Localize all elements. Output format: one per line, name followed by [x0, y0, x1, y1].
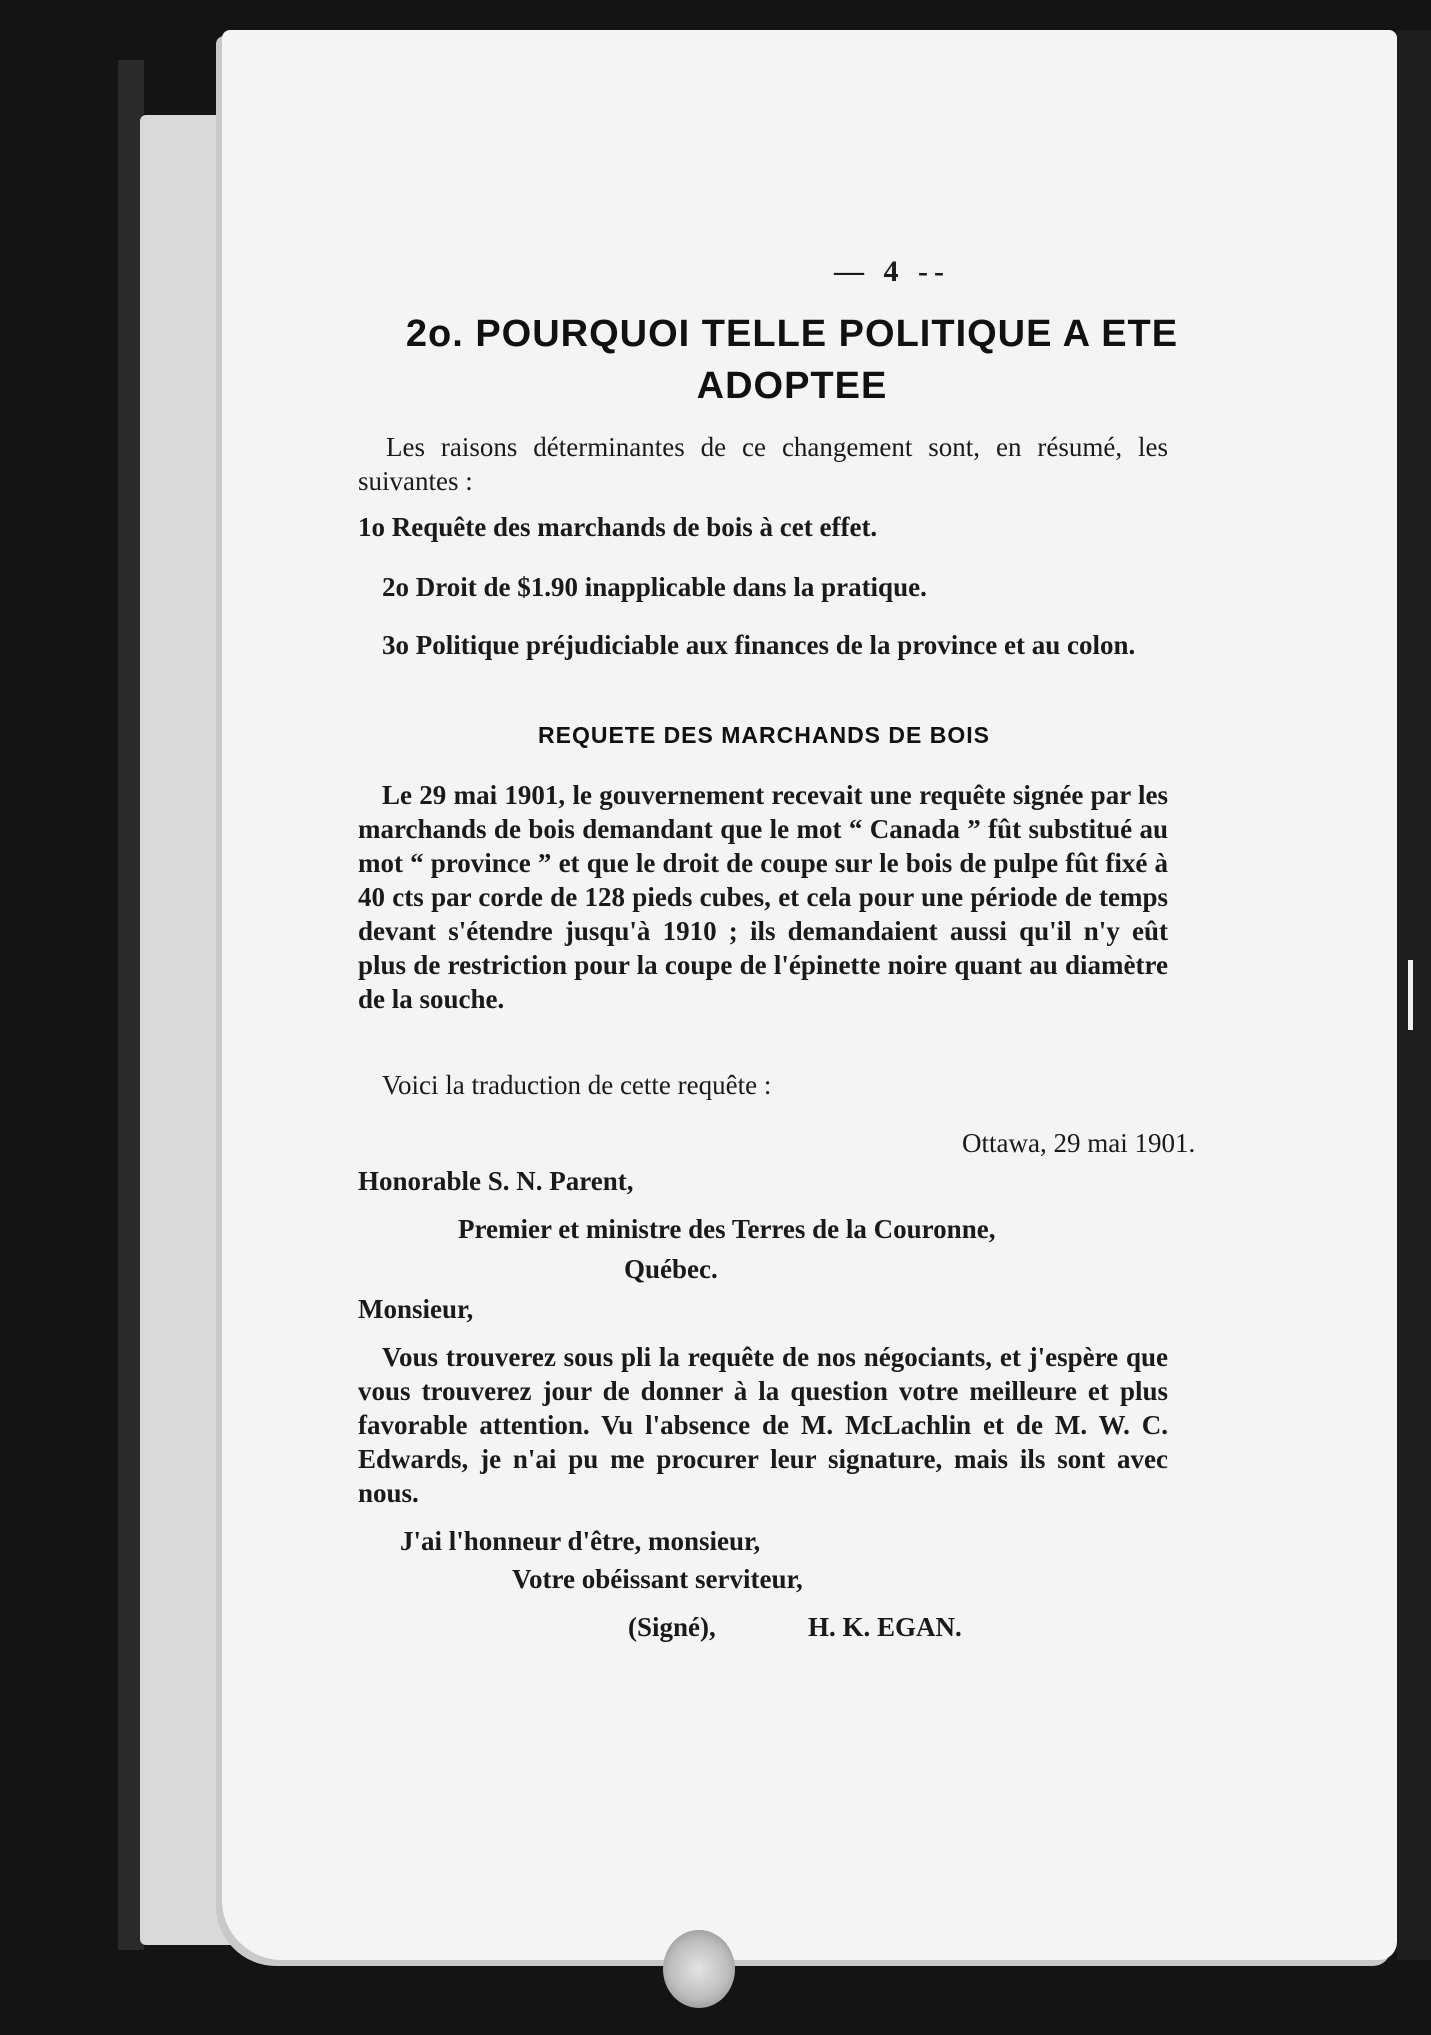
subheading: REQUETE DES MARCHANDS DE BOIS: [538, 722, 990, 748]
letter-place-date: Ottawa, 29 mai 1901.: [962, 1128, 1196, 1158]
point-2: 2o Droit de $1.90 inapplicable dans la pratique.: [382, 572, 927, 602]
letter-recipient-name: Honorable S. N. Parent,: [358, 1166, 634, 1196]
letter-body: Vous trouverez sous pli la requête de nos négociants, et j'espère que vous trouverez jour de donner à la question votre meilleure et plus favorable attention. Vu l'absence de M. McLachlin et de M. W. C. Edwards, je n'ai pu me procurer leur signature, mais ils sont avec nous.: [358, 1342, 1168, 1508]
letter-signed: (Signé),: [628, 1612, 716, 1642]
letter-signature-name: H. K. EGAN.: [808, 1612, 962, 1642]
letter-recipient-title: Premier et ministre des Terres de la Couronne,: [458, 1214, 996, 1244]
document-page: [222, 30, 1397, 1960]
letter-closing-2: Votre obéissant serviteur,: [512, 1564, 803, 1594]
scan-smudge: [663, 1930, 735, 2008]
scan-right-border: [1397, 30, 1431, 1960]
page-number: — 4 --: [834, 255, 950, 288]
traduction-intro: Voici la traduction de cette requête :: [382, 1070, 772, 1100]
page-content: [222, 30, 1397, 1960]
binding-mark: [1408, 960, 1413, 1030]
requete-paragraph: Le 29 mai 1901, le gouvernement recevait une requête signée par les marchands de bois demandant que le mot “ Canada ” fût substitué au mot “ province ” et que le droit de coupe sur le bois de pulpe fût fixé à 40 cts par corde de 128 pieds cubes, et cela pour une période de temps devant s'étendre jusqu'à 1910 ; ils demandaient aussi qu'il n'y eût plus de restriction pour la coupe de l'épinette noire quant au diamètre de la souche.: [358, 780, 1168, 1014]
letter-closing-1: J'ai l'honneur d'être, monsieur,: [400, 1526, 761, 1556]
point-1: 1o Requête des marchands de bois à cet effet.: [358, 512, 878, 542]
letter-recipient-city: Québec.: [624, 1254, 718, 1284]
section-title: 2o. POURQUOI TELLE POLITIQUE A ETE ADOPTEE: [405, 313, 1179, 407]
letter-salutation: Monsieur,: [358, 1294, 474, 1324]
point-3: 3o Politique préjudiciable aux finances de la province et au colon.: [382, 630, 1136, 660]
intro-paragraph: Les raisons déterminantes de ce changement sont, en résumé, les suivantes :: [358, 432, 1168, 496]
